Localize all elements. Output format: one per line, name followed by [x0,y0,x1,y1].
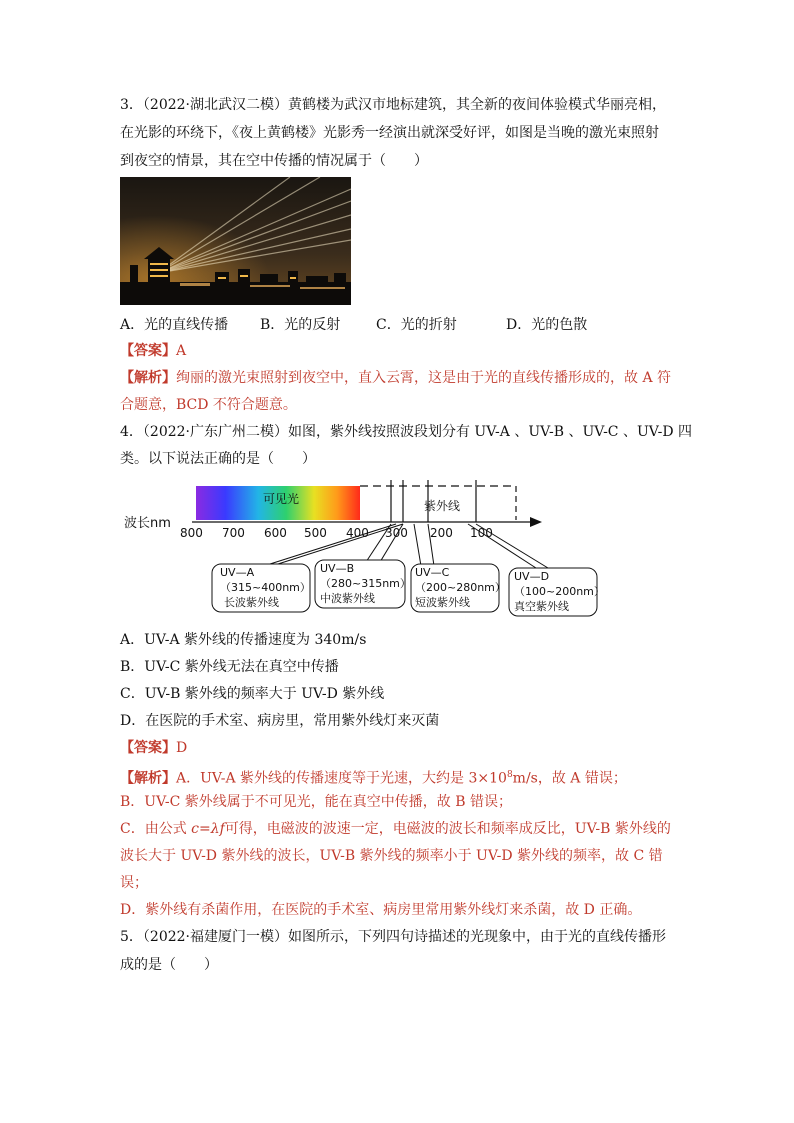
axis-arrow-icon [530,517,542,527]
q3-analysis-line1 [120,368,671,388]
q3-option-b[interactable]: B．光的反射 [260,317,341,333]
uv-d-name: UV—D [514,570,550,583]
q3-option-d[interactable]: D．光的色散 [506,317,588,333]
uv-region-label: 紫外线 [424,499,461,513]
uv-spectrum-diagram [118,476,608,618]
analysis-tag: 【解析】 [120,770,176,787]
visible-light-label: 可见光 [263,492,300,506]
q3-option-a[interactable]: A．光的直线传播 [120,317,229,333]
q4-analysis-c-line1 [120,819,671,839]
analysis-c-formula: c=λf [191,821,225,837]
analysis-c-pre: C．由公式 [120,821,192,837]
answer-tag: 【答案】 [120,343,176,359]
uv-d-range: （100~200nm） [514,585,605,598]
laser-night-photo [120,177,351,305]
uv-b-range: （280~315nm） [320,577,411,590]
tick-400: 400 [346,526,369,540]
q3-stem-line1: 3．（2022·湖北武汉二模）黄鹤楼为武汉市地标建筑，其全新的夜间体验模式华丽亮相， [120,97,666,113]
q3-stem-line2: 在光影的环绕下，《夜上黄鹤楼》光影秀一经演出就深受好评，如图是当晚的激光束照射 [120,125,659,141]
analysis-a-post: m/s，故 A 错误； [512,770,627,787]
tick-500: 500 [304,526,327,540]
q3-stem-line3: 到夜空的情景，其在空中传播的情况属于（ ） [120,153,428,169]
uv-c-desc: 短波紫外线 [415,596,470,609]
q5-stem-line2: 成的是（ ） [120,957,218,973]
uv-c-range: （200~280nm） [415,581,506,594]
q4-option-b[interactable]: B．UV-C 紫外线无法在真空中传播 [120,659,339,675]
uv-b-name: UV—B [320,562,355,575]
tick-300: 300 [385,526,408,540]
answer-tag: 【答案】 [120,740,176,756]
q4-analysis-d: D．紫外线有杀菌作用，在医院的手术室、病房里常用紫外线灯来杀菌，故 D 正确。 [120,902,642,918]
q4-stem-line1: 4．（2022·广东广州二模）如图，紫外线按照波段划分有 UV-A 、UV-B 、UV-C 、UV-D 四 [120,424,692,440]
q4-option-a[interactable]: A．UV-A 紫外线的传播速度为 340m/s [120,632,367,648]
analysis-a-exponent: 8 [506,770,513,780]
tick-700: 700 [222,526,245,540]
tick-600: 600 [264,526,287,540]
analysis-text: 绚丽的激光束照射到夜空中，直入云霄，这是由于光的直线传播形成的，故 A 符 [176,370,672,386]
analysis-a-pre: A．UV-A 紫外线的传播速度等于光速，大约是 3×10 [176,770,507,787]
q4-option-d[interactable]: D．在医院的手术室、病房里，常用紫外线灯来灭菌 [120,713,440,729]
q4-analysis-a [120,765,627,789]
tick-100: 100 [470,526,493,540]
analysis-tag: 【解析】 [120,370,176,386]
uv-c-name: UV—C [415,566,450,579]
q4-analysis-b: B．UV-C 紫外线属于不可见光，能在真空中传播，故 B 错误； [120,794,512,810]
tick-200: 200 [430,526,453,540]
q4-stem-line2: 类。以下说法正确的是（ ） [120,451,316,467]
axis-label: 波长nm [124,516,171,531]
q3-analysis-line2: 合题意，BCD 不符合题意。 [120,397,297,413]
q3-answer [120,341,186,361]
tick-800: 800 [180,526,203,540]
uv-a-range: （315~400nm） [220,581,311,594]
q4-analysis-c-line2: 波长大于 UV-D 紫外线的波长，UV-B 紫外线的频率小于 UV-D 紫外线的频率，故 C 错 [120,848,663,864]
q4-answer [120,738,187,758]
q4-analysis-c-line3: 误； [120,875,148,891]
uv-a-desc: 长波紫外线 [224,596,279,609]
uv-b-desc: 中波紫外线 [320,592,375,605]
q3-option-c[interactable]: C．光的折射 [376,317,457,333]
uv-a-name: UV—A [220,566,255,579]
q5-stem-line1: 5．（2022·福建厦门一模）如图所示，下列四句诗描述的光现象中，由于光的直线传播形 [120,929,666,945]
q3-options [120,315,587,335]
q4-option-c[interactable]: C．UV-B 紫外线的频率大于 UV-D 紫外线 [120,686,385,702]
answer-value: D [176,740,188,756]
answer-value: A [176,343,187,359]
uv-d-desc: 真空紫外线 [514,600,569,613]
analysis-c-post: 可得，电磁波的波速一定，电磁波的波长和频率成反比，UV-B 紫外线的 [224,821,671,837]
